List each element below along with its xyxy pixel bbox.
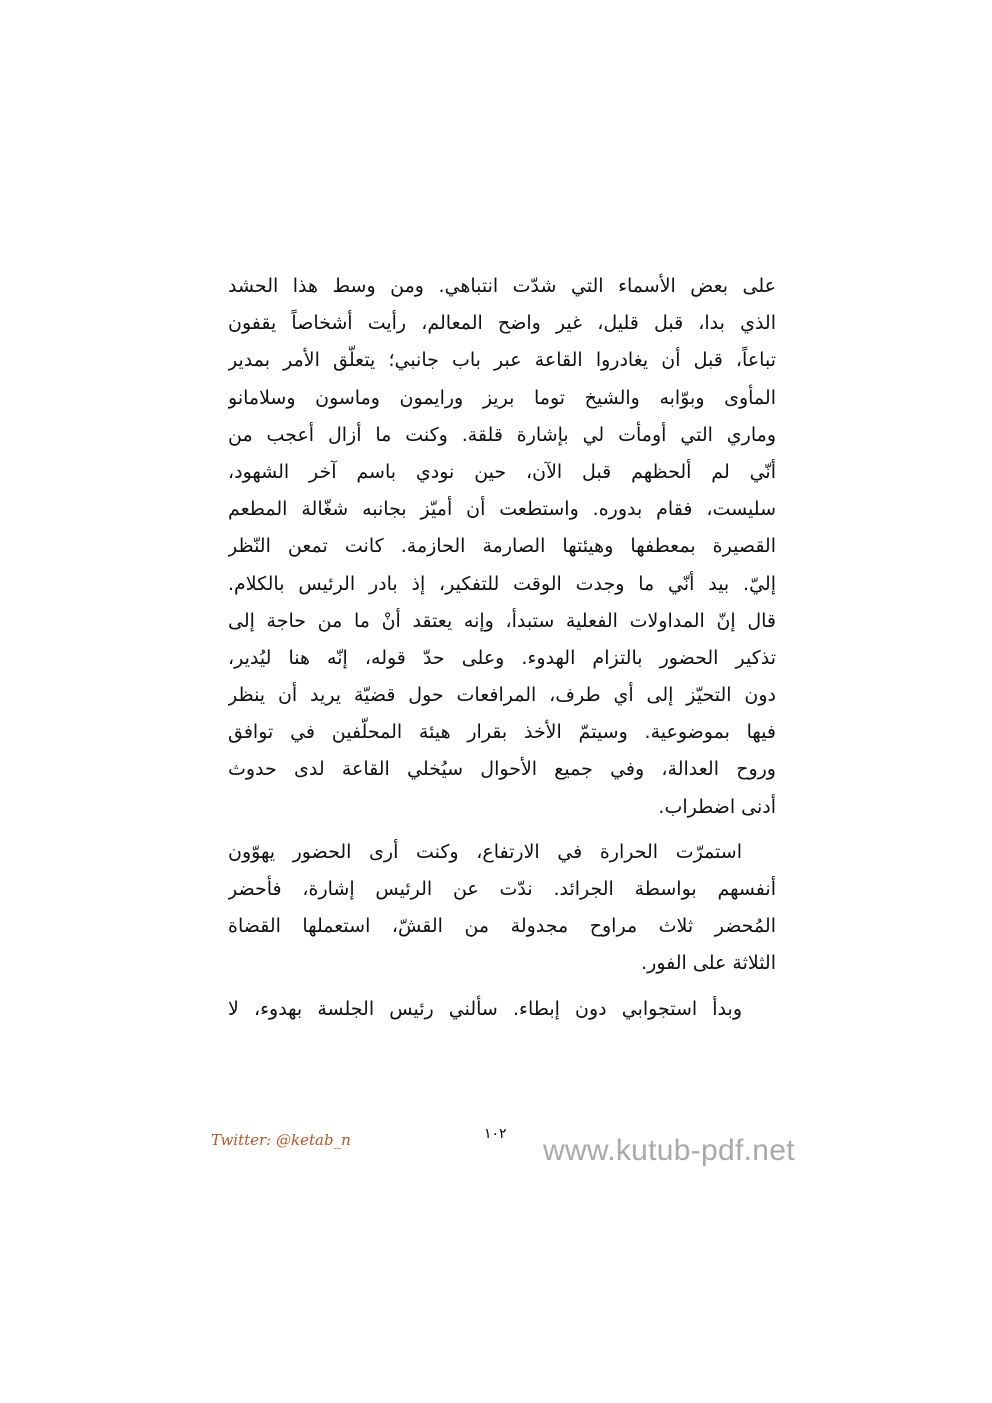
text-line: وماري التي أومأت لي بإشارة قلقة. وكنت ما أزال أعجب من: [228, 423, 776, 446]
paragraph-3: [228, 991, 776, 1028]
body-text: [228, 268, 776, 1028]
text-line: وروح العدالة، وفي جميع الأحوال سيُخلي القاعة لدى حدوث: [228, 758, 776, 781]
text-line: تباعاً، قبل أن يغادروا القاعة عبر باب جانبي؛ يتعلّق الأمر بمدير: [228, 349, 776, 372]
twitter-handle: Twitter: @ketab_n: [211, 1131, 351, 1149]
text-line: على بعض الأسماء التي شدّت انتباهي. ومن وسط هذا الحشد: [228, 275, 776, 297]
text-line: وبدأ استجوابي دون إبطاء. سألني رئيس الجلسة بهدوء، لا: [228, 997, 742, 1020]
text-line: استمرّت الحرارة في الارتفاع، وكنت أرى الحضور يهوّون: [228, 840, 742, 863]
paragraph-spacer: [228, 826, 776, 834]
website-watermark: www.kutub-pdf.net: [543, 1134, 795, 1167]
text-line: المُحضر ثلاث مراوح مجدولة من القشّ، استعملها القضاة: [228, 915, 776, 938]
text-line: سليست، فقام بدوره. واستطعت أن أميّز بجانبه شغّالة المطعم: [228, 498, 776, 521]
paragraph-spacer: [228, 983, 776, 991]
text-line: أدنى اضطراب.: [658, 795, 776, 818]
text-line: إليّ. بيد أنّي ما وجدت الوقت للتفكير، إذ بادر الرئيس بالكلام.: [228, 572, 776, 595]
text-line: الثلاثة على الفور.: [641, 952, 776, 975]
text-line: دون التحيّز إلى أي طرف، المرافعات حول قضيّة يريد أن ينظر: [228, 684, 776, 707]
text-line: أنفسهم بواسطة الجرائد. ندّت عن الرئيس إشارة، فأحضر: [228, 878, 776, 900]
page-number: ١٠٢: [484, 1126, 507, 1142]
text-line: تذكير الحضور بالتزام الهدوء. وعلى حدّ قوله، إنّه هنا ليُدير،: [228, 646, 776, 669]
paragraph-1: [228, 268, 776, 826]
text-line: المأوى وبوّابه والشيخ توما بريز ورايمون وماسون وسلامانو: [228, 386, 776, 409]
text-line: الذي بدا، قبل قليل، غير واضح المعالم، رأيت أشخاصاً يقفون: [228, 312, 776, 335]
text-line: فيها بموضوعية. وسيتمّ الأخذ بقرار هيئة المحلّفين في توافق: [228, 721, 776, 744]
text-line: قال إنّ المداولات الفعلية ستبدأ، وإنه يعتقد أنْ ما من حاجة إلى: [228, 609, 776, 632]
text-line: القصيرة بمعطفها وهيئتها الصارمة الحازمة. كانت تمعن النّظر: [228, 535, 776, 558]
text-line: أنّي لم ألحظهم قبل الآن، حين نودي باسم آخر الشهود،: [228, 460, 776, 483]
paragraph-2: [228, 834, 776, 983]
